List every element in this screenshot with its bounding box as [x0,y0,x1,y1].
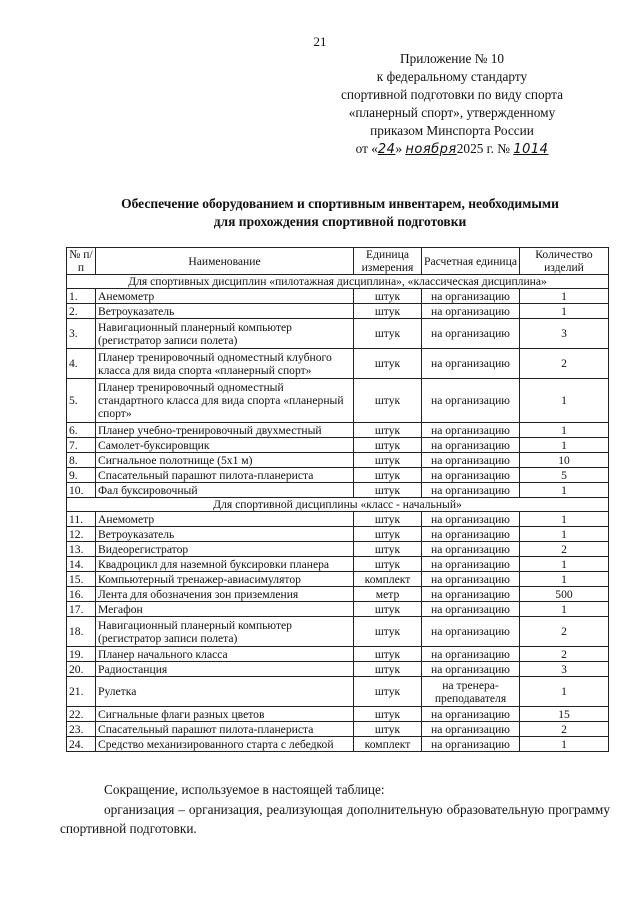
cell-qty: 1 [520,527,609,542]
cell-qty: 1 [520,677,609,707]
cell-num: 18. [67,617,96,647]
appendix-line1: Приложение № 10 [400,51,504,66]
cell-name: Навигационный планерный компьютер (регистратор записи полета) [96,319,354,349]
cell-name: Ветроуказатель [96,304,354,319]
document-title [60,195,620,231]
cell-qty: 1 [520,602,609,617]
header-name: Наименование [96,248,354,275]
cell-calc: на организацию [422,438,520,453]
table-row [67,707,609,722]
cell-calc: на организацию [422,527,520,542]
cell-qty: 5 [520,468,609,483]
cell-unit: штук [354,423,422,438]
cell-num: 3. [67,319,96,349]
table-row [67,319,609,349]
cell-name: Фал буксировочный [96,483,354,498]
table-row [67,438,609,453]
cell-qty: 10 [520,453,609,468]
cell-calc: на организацию [422,423,520,438]
table-row [67,483,609,498]
cell-qty: 3 [520,662,609,677]
cell-qty: 1 [520,304,609,319]
cell-unit: штук [354,468,422,483]
table-row [67,423,609,438]
cell-num: 9. [67,468,96,483]
cell-unit: штук [354,602,422,617]
appendix-line4: «планерный спорт», утвержденному [348,105,556,120]
table-row [67,647,609,662]
cell-num: 7. [67,438,96,453]
cell-unit: штук [354,527,422,542]
cell-num: 16. [67,587,96,602]
appendix-date [322,140,582,159]
table-row [67,617,609,647]
cell-name: Средство механизированного старта с лебедкой [96,737,354,752]
cell-calc: на организацию [422,557,520,572]
cell-qty: 2 [520,542,609,557]
section-row-2 [67,498,609,512]
table-row [67,289,609,304]
cell-unit: штук [354,707,422,722]
cell-name: Рулетка [96,677,354,707]
cell-calc: на организацию [422,542,520,557]
cell-unit: штук [354,304,422,319]
cell-name: Анемометр [96,512,354,527]
cell-name: Спасательный парашют пилота-планериста [96,722,354,737]
cell-qty: 1 [520,557,609,572]
cell-unit: штук [354,647,422,662]
section-title-1: Для спортивных дисциплин «пилотажная дисциплина», «классическая дисциплина» [67,275,609,289]
date-day: 24 [377,142,396,157]
date-mid: » [395,141,403,156]
cell-unit: штук [354,512,422,527]
cell-num: 15. [67,572,96,587]
cell-name: Квадроцикл для наземной буксировки планера [96,557,354,572]
table-row [67,542,609,557]
cell-num: 20. [67,662,96,677]
cell-name: Ветроуказатель [96,527,354,542]
cell-calc: на организацию [422,379,520,423]
page-number: 21 [313,34,327,49]
appendix-block [322,50,582,159]
cell-unit: штук [354,722,422,737]
cell-qty: 1 [520,379,609,423]
cell-calc: на организацию [422,483,520,498]
cell-calc: на организацию [422,304,520,319]
table-row [67,677,609,707]
table-row [67,722,609,737]
cell-calc: на организацию [422,319,520,349]
appendix-line2: к федеральному стандарту [376,69,528,84]
cell-name: Мегафон [96,602,354,617]
cell-calc: на организацию [422,572,520,587]
cell-qty: 1 [520,572,609,587]
cell-calc: на организацию [422,453,520,468]
cell-num: 17. [67,602,96,617]
appendix-line3: спортивной подготовки по виду спорта [341,87,563,102]
cell-qty: 15 [520,707,609,722]
cell-calc: на организацию [422,289,520,304]
cell-qty: 1 [520,438,609,453]
cell-qty: 2 [520,647,609,662]
cell-unit: штук [354,617,422,647]
header-calc: Расчетная единица [422,248,520,275]
table-row [67,572,609,587]
date-month: ноября [405,142,457,157]
cell-unit: штук [354,379,422,423]
cell-unit: штук [354,289,422,304]
cell-qty: 1 [520,737,609,752]
table-row [67,602,609,617]
cell-name: Планер учебно-тренировочный двухместный [96,423,354,438]
equipment-table [66,247,609,752]
cell-num: 23. [67,722,96,737]
abbreviation-heading: Сокращение, используемое в настоящей таблице: [104,782,385,797]
cell-name: Сигнальное полотнище (5х1 м) [96,453,354,468]
table-row [67,737,609,752]
cell-qty: 1 [520,483,609,498]
cell-calc: на организацию [422,349,520,379]
cell-name: Спасательный парашют пилота-планериста [96,468,354,483]
cell-num: 14. [67,557,96,572]
cell-unit: штук [354,319,422,349]
cell-unit: штук [354,677,422,707]
table-row [67,349,609,379]
cell-num: 6. [67,423,96,438]
header-qty: Количество изделий [520,248,609,275]
cell-num: 13. [67,542,96,557]
cell-qty: 2 [520,722,609,737]
cell-calc: на организацию [422,587,520,602]
cell-qty: 2 [520,349,609,379]
cell-unit: штук [354,349,422,379]
cell-qty: 3 [520,319,609,349]
cell-num: 4. [67,349,96,379]
cell-num: 1. [67,289,96,304]
cell-unit: комплект [354,737,422,752]
date-year: 2025 г. № [456,141,510,156]
cell-num: 22. [67,707,96,722]
cell-calc: на организацию [422,512,520,527]
date-prefix: от « [355,141,378,156]
cell-name: Самолет-буксировщик [96,438,354,453]
header-unit: Единица измерения [354,248,422,275]
title-line2: для прохождения спортивной подготовки [213,214,467,229]
cell-num: 24. [67,737,96,752]
abbreviation-text: организация – организация, реализующая дополнительную образовательную программу спортивной подготовки. [60,802,610,836]
table-row [67,379,609,423]
cell-calc: на организацию [422,617,520,647]
cell-name: Компьютерный тренажер-авиасимулятор [96,572,354,587]
cell-unit: комплект [354,572,422,587]
cell-calc: на организацию [422,662,520,677]
cell-name: Сигнальные флаги разных цветов [96,707,354,722]
cell-name: Навигационный планерный компьютер (регистратор записи полета) [96,617,354,647]
cell-num: 10. [67,483,96,498]
table-row [67,587,609,602]
cell-num: 11. [67,512,96,527]
cell-num: 12. [67,527,96,542]
cell-qty: 1 [520,423,609,438]
section-row-1 [67,275,609,289]
cell-unit: метр [354,587,422,602]
cell-num: 2. [67,304,96,319]
cell-calc: на организацию [422,647,520,662]
cell-unit: штук [354,453,422,468]
header-num: № п/п [67,248,96,275]
cell-num: 21. [67,677,96,707]
table-row [67,453,609,468]
table-row [67,512,609,527]
table-row [67,662,609,677]
section-title-2: Для спортивной дисциплины «класс - начальный» [67,498,609,512]
cell-num: 8. [67,453,96,468]
cell-unit: штук [354,557,422,572]
cell-calc: на организацию [422,707,520,722]
cell-calc: на организацию [422,722,520,737]
cell-name: Радиостанция [96,662,354,677]
cell-calc: на организацию [422,468,520,483]
order-number: 1014 [513,142,549,157]
table-row [67,304,609,319]
appendix-line5: приказом Минспорта России [370,123,534,138]
cell-num: 19. [67,647,96,662]
cell-name: Анемометр [96,289,354,304]
header-row [67,248,609,275]
cell-name: Видеорегистратор [96,542,354,557]
cell-qty: 2 [520,617,609,647]
cell-unit: штук [354,483,422,498]
cell-qty: 1 [520,512,609,527]
cell-qty: 1 [520,289,609,304]
title-line1: Обеспечение оборудованием и спортивным инвентарем, необходимыми [121,196,559,211]
table-row [67,468,609,483]
table-row [67,557,609,572]
cell-name: Планер тренировочный одноместный стандартного класса для вида спорта «планерный спорт» [96,379,354,423]
cell-calc: на организацию [422,737,520,752]
table-row [67,527,609,542]
cell-num: 5. [67,379,96,423]
cell-calc: на тренера-преподавателя [422,677,520,707]
cell-unit: штук [354,438,422,453]
cell-name: Планер начального класса [96,647,354,662]
cell-name: Планер тренировочный одноместный клубного класса для вида спорта «планерный спорт» [96,349,354,379]
cell-name: Лента для обозначения зон приземления [96,587,354,602]
cell-unit: штук [354,662,422,677]
cell-qty: 500 [520,587,609,602]
cell-calc: на организацию [422,602,520,617]
cell-unit: штук [354,542,422,557]
